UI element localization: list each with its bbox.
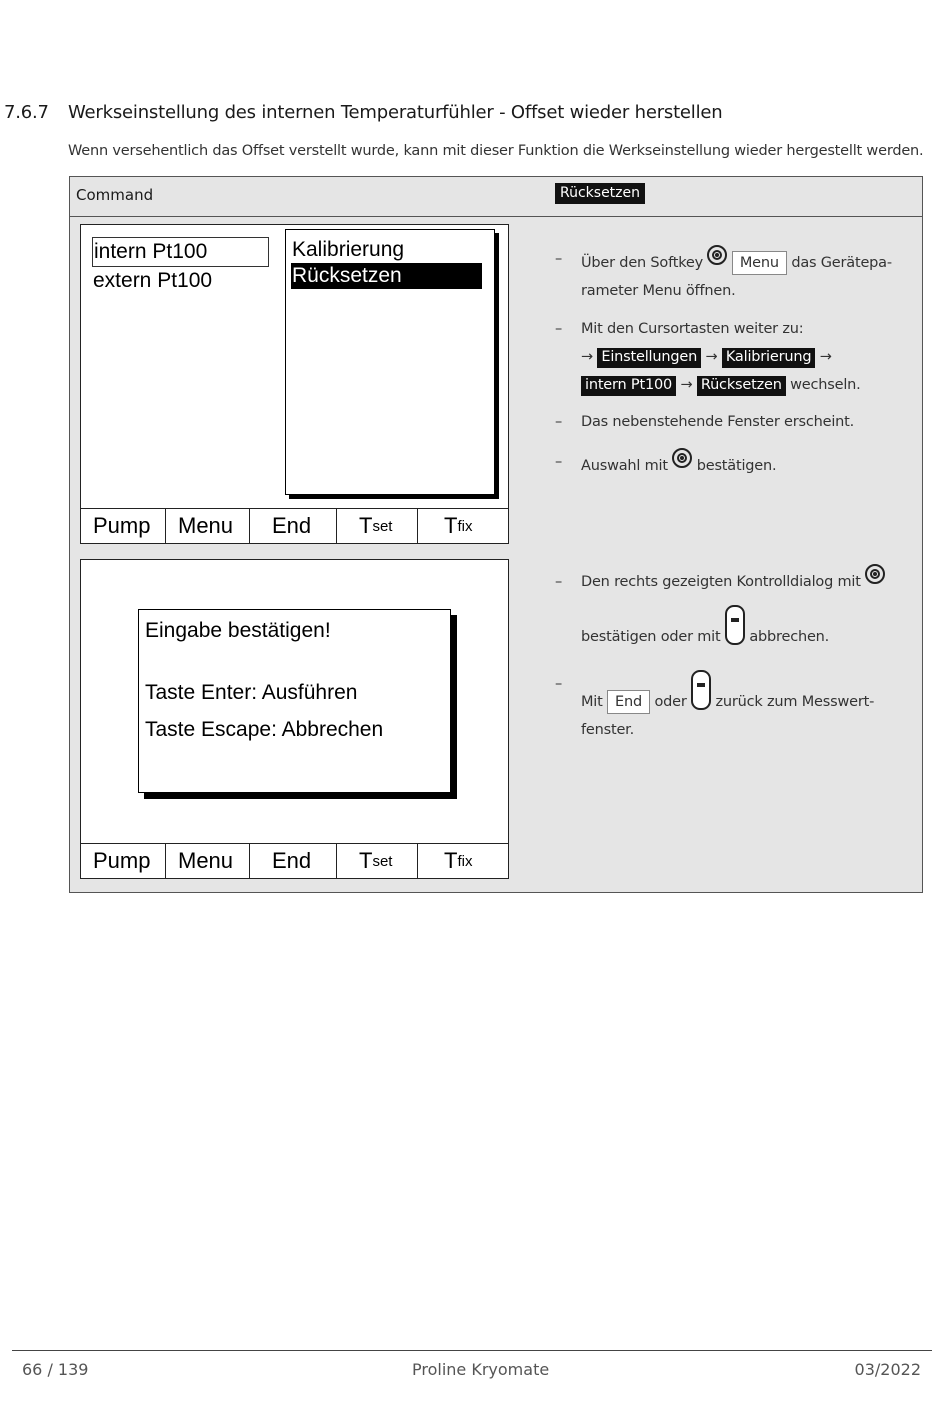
section-title: Werkseinstellung des internen Temperaturfühler - Offset wieder herstellen	[68, 102, 723, 123]
step-text: Den rechts gezeigten Kontrolldialog mit	[581, 574, 861, 590]
path-kalibrierung: Kalibrierung	[722, 348, 815, 368]
command-label: Command	[76, 186, 154, 204]
softkey-tfix	[418, 509, 508, 543]
step-text: zurück zum Messwert-fenster.	[581, 694, 875, 738]
softkey-menu: Menu	[166, 509, 250, 543]
page-number: 66 / 139	[22, 1360, 89, 1379]
step-return	[555, 670, 910, 744]
softkey-pump: Pump	[81, 844, 166, 878]
step-text: Mit den Cursortasten weiter zu:	[581, 321, 804, 337]
instructions-menu	[555, 245, 910, 480]
arrow-icon: →	[680, 377, 693, 393]
enter-knob-icon	[707, 245, 727, 265]
instructions-dialog	[555, 559, 910, 744]
menu-key-box: Menu	[732, 251, 787, 275]
softkey-tset-main: T	[359, 513, 373, 538]
device-screen-menu	[80, 224, 509, 544]
section-heading	[4, 102, 723, 123]
softkey-end: End	[250, 844, 337, 878]
softkey-bar	[80, 843, 509, 879]
document-date: 03/2022	[854, 1360, 921, 1379]
section-intro: Wenn versehentlich das Offset verstellt wurde, kann mit dieser Funktion die Werkseinstellung wieder hergestellt werden.	[68, 143, 924, 159]
path-einstellungen: Einstellungen	[597, 348, 701, 368]
softkey-end: End	[250, 509, 337, 543]
step-text: oder	[654, 694, 687, 710]
calibration-menu	[285, 229, 495, 495]
softkey-tfix-main: T	[444, 513, 458, 538]
step-confirm-selection	[555, 448, 910, 480]
step-text: wechseln.	[790, 377, 861, 393]
path-ruecksetzen: Rücksetzen	[697, 376, 786, 396]
footer-divider	[12, 1350, 932, 1351]
header-divider	[70, 216, 922, 217]
step-text: bestätigen oder mit	[581, 629, 721, 645]
product-name: Proline Kryomate	[412, 1360, 550, 1379]
step-text: abbrechen.	[749, 629, 830, 645]
step-text: Über den Softkey	[581, 255, 704, 271]
softkey-tset	[337, 844, 418, 878]
step-confirm-dialog	[555, 559, 910, 660]
probe-item-intern: intern Pt100	[92, 237, 269, 267]
arrow-icon: →	[581, 349, 593, 365]
softkey-pump: Pump	[81, 509, 166, 543]
end-key-box: End	[607, 690, 650, 714]
command-table	[69, 176, 923, 893]
escape-key-icon	[691, 670, 711, 710]
confirm-dialog	[138, 609, 451, 793]
dialog-title: Eingabe bestätigen!	[145, 619, 331, 642]
softkey-tfix-main: T	[444, 848, 458, 873]
menu-item-kalibrierung: Kalibrierung	[292, 238, 405, 261]
enter-knob-icon	[865, 564, 885, 584]
step-text: bestätigen.	[696, 458, 777, 474]
softkey-tfix	[418, 844, 508, 878]
probe-list	[92, 237, 269, 295]
probe-item-extern: extern Pt100	[93, 269, 213, 292]
arrow-icon: →	[819, 349, 832, 365]
step-text: Auswahl mit	[581, 458, 668, 474]
softkey-menu: Menu	[166, 844, 250, 878]
escape-key-icon	[725, 605, 745, 645]
step-open-menu	[555, 245, 910, 305]
arrow-icon: →	[705, 349, 718, 365]
dialog-enter-line: Taste Enter: Ausführen	[145, 681, 358, 704]
softkey-bar	[80, 508, 509, 544]
softkey-tset-sub: set	[372, 517, 393, 535]
step-text: das Gerätepa-rameter Menu öffnen.	[581, 255, 892, 299]
device-screen-dialog	[80, 559, 509, 879]
enter-knob-icon	[672, 448, 692, 468]
section-number: 7.6.7	[4, 102, 49, 123]
softkey-tset-main: T	[359, 848, 373, 873]
softkey-tset-sub: set	[372, 852, 393, 870]
path-intern-pt100: intern Pt100	[581, 376, 676, 396]
softkey-tfix-sub: fix	[457, 517, 473, 535]
step-window-appears: – Das nebenstehende Fenster erscheint.	[555, 408, 910, 436]
softkey-tset	[337, 509, 418, 543]
softkey-tfix-sub: fix	[457, 852, 473, 870]
command-value: Rücksetzen	[555, 183, 645, 204]
dialog-escape-line: Taste Escape: Abbrechen	[145, 718, 384, 741]
step-navigate	[555, 315, 910, 399]
step-text: Mit	[581, 694, 603, 710]
menu-item-ruecksetzen: Rücksetzen	[291, 263, 482, 289]
